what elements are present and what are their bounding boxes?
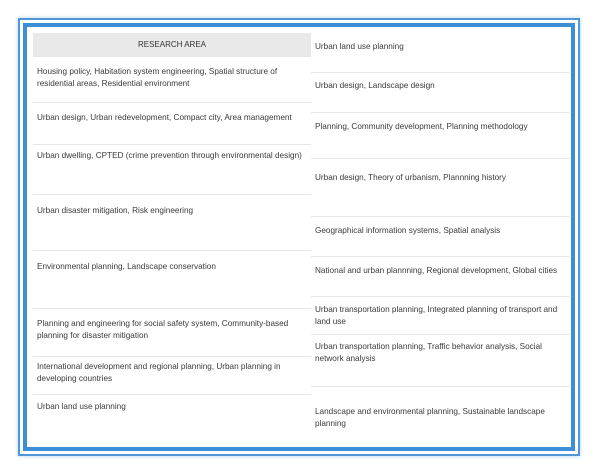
right-item-label: Urban transportation planning, Integrated planning of transport and land use: [315, 305, 558, 326]
right-item-label: Urban design, Landscape design: [315, 81, 435, 90]
list-item: [33, 395, 311, 423]
research-area-header: [33, 33, 311, 57]
left-item-label: Urban design, Urban redevelopment, Compact city, Area management: [37, 113, 292, 122]
left-item-label: Housing policy, Habitation system engineering, Spatial structure of residential areas, Residential environment: [37, 67, 278, 88]
list-item: [311, 387, 570, 428]
left-item-label: Urban disaster mitigation, Risk engineering: [37, 206, 194, 215]
list-item: [33, 309, 311, 357]
right-item-label: Landscape and environmental planning, Sustainable landscape planning: [315, 407, 545, 428]
list-item: [311, 159, 570, 217]
list-item: [33, 195, 311, 251]
list-item: [311, 73, 570, 113]
right-item-label: Planning, Community development, Planning methodology: [315, 122, 528, 131]
left-item-label: Environmental planning, Landscape conservation: [37, 262, 216, 271]
list-item: [311, 33, 570, 73]
right-item-label: Geographical information systems, Spatial analysis: [315, 226, 501, 235]
left-item-label: International development and regional planning, Urban planning in developing countries: [37, 362, 281, 383]
right-item-label: Urban transportation planning, Traffic behavior analysis, Social network analysis: [315, 342, 542, 363]
research-area-header-label: RESEARCH AREA: [137, 39, 207, 49]
left-item-label: Urban dwelling, CPTED (crime prevention through environmental design): [37, 151, 302, 160]
list-item: [311, 257, 570, 297]
list-item: [33, 145, 311, 195]
list-item: [311, 113, 570, 159]
list-item: [311, 217, 570, 257]
left-item-label: Urban land use planning: [37, 402, 126, 411]
left-item-label: Planning and engineering for social safety system, Community-based planning for disaster mitigation: [37, 319, 300, 340]
right-item-label: Urban land use planning: [315, 42, 404, 51]
list-item: [33, 357, 311, 395]
right-item-label: National and urban plannning, Regional development, Global cities: [315, 266, 558, 275]
list-item: [311, 297, 570, 335]
list-item: [33, 251, 311, 309]
list-item: [311, 335, 570, 387]
right-item-label: Urban design, Theory of urbanism, Plannning history: [315, 173, 506, 182]
list-item: [33, 57, 311, 103]
list-item: [33, 103, 311, 145]
